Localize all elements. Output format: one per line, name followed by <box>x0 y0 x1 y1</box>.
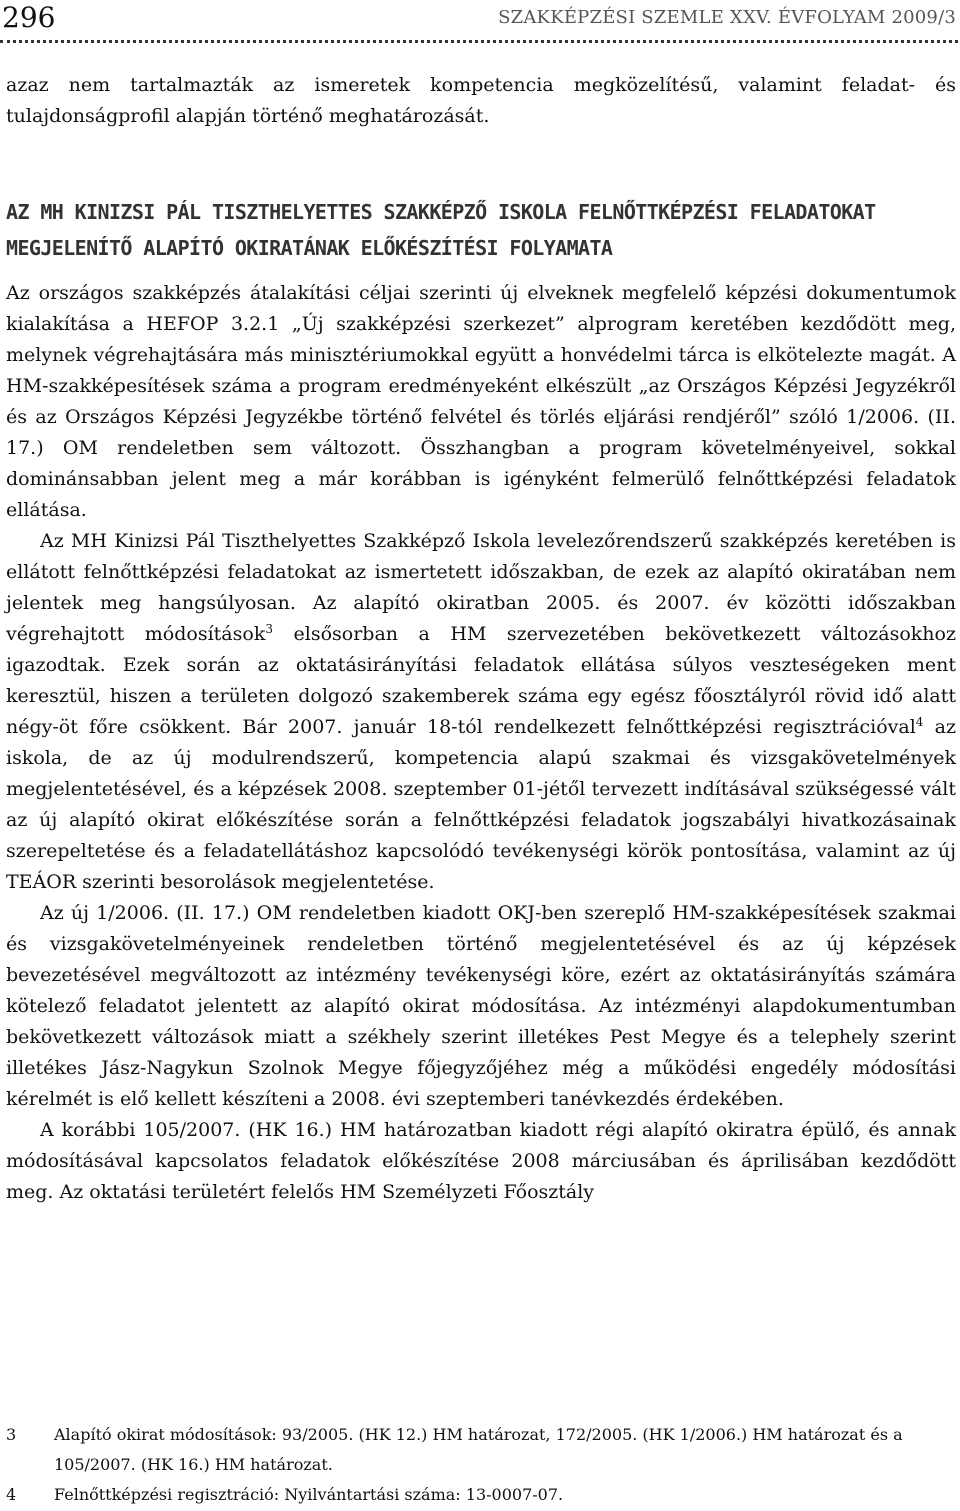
footnotes <box>6 1420 956 1510</box>
footnote-ref-3: 3 <box>265 622 273 636</box>
footnote-number: 3 <box>6 1425 17 1444</box>
footnote-ref-4: 4 <box>915 715 924 729</box>
paragraph-2-text-b: elsősorban a HM szervezetében bekövetkezett változásokhoz igazodtak. Ezek során az oktatásirányítási feladatok ellátása súlyos veszteségeken ment keresztül, hiszen a területen dolgozó szakemberek száma egy egész főosztályról rövid idő alatt négy-öt főre csökkent. Bár 2007. január 18-tól rendelkezett felnőttképzési regisztrációval <box>6 623 956 738</box>
paragraph-4: A korábbi 105/2007. (HK 16.) HM határozatban kiadott régi alapító okiratra épülő, és annak módosításával kapcsolatos feladatok előkészítése 2008 márciusában és áprilisában kezdődött meg. Az oktatási területért felelős HM Személyzeti Főosztály <box>6 1119 956 1203</box>
page-header <box>0 0 960 46</box>
header-dotted-rule <box>0 40 958 43</box>
paragraph-1: Az országos szakképzés átalakítási céljai szerinti új elveknek megfelelő képzési dokumentumok kialakítása a HEFOP 3.2.1 „Új szakképzési szerkezet” alprogram keretében kezdődött meg, melynek végrehajtására más minisztériumokkal együtt a honvédelmi tárca is elkötelezte magát. A HM-szakképesítések száma a program eredményeként elkészült „az Országos Képzési Jegyzékről és az Országos Képzési Jegyzékbe történő felvétel és törlés eljárási rendjéről” szóló 1/2006. (II. 17.) OM rendeletben sem változott. Összhangban a program követelményeivel, sokkal dominánsabban jelent meg a már korábban is igényként felmerülő felnőttképzési feladatok ellátása. <box>6 282 956 521</box>
footnote <box>6 1480 956 1510</box>
intro-paragraph: azaz nem tartalmazták az ismeretek kompetencia megközelítésű, valamint feladat- és tulajdonságprofil alapján történő meghatározását. <box>6 74 956 127</box>
footnote-text: Felnőttképzési regisztráció: Nyilvántartási száma: 13-0007-07. <box>54 1485 564 1504</box>
section-heading: AZ MH KINIZSI PÁL TISZTHELYETTES SZAKKÉPZŐ ISKOLA FELNŐTTKÉPZÉSI FELADATOKAT MEGJELENÍTŐ ALAPÍTÓ OKIRATÁNAK ELŐKÉSZÍTÉSI FOLYAMATA <box>6 200 876 260</box>
paragraph-3: Az új 1/2006. (II. 17.) OM rendeletben kiadott OKJ-ben szereplő HM-szakképesítések szakmai és vizsgakövetelményeinek rendeletben történő megjelentetésével és az új képzések bevezetésével megváltozott az intézmény tevékenységi köre, ezért az oktatásirányítás számára kötelező feladatot jelentett az alapító okirat módosítása. Az intézményi alapdokumentumban bekövetkezett változások miatt a székhely szerint illetékes Pest Megye és a telephely szerint illetékes Jász-Nagykun Szolnok Megye főjegyzőjéhez még a működési engedély módosítási kérelmét is elő kellett készíteni a 2008. évi szeptemberi tanévkezdés érdekében. <box>6 902 956 1110</box>
footnote-number: 4 <box>6 1485 17 1504</box>
footnote <box>6 1420 956 1480</box>
paragraph-2-text-a: Az MH Kinizsi Pál Tiszthelyettes Szakképző Iskola levelezőrendszerű szakképzés keretében is ellátott felnőttképzési feladatokat az ismertetett időszakban, de ezek az alapító okiratában nem jelentek meg hangsúlyosan. Az alapító okiratban 2005. és 2007. év közötti időszakban végrehajtott módosítások <box>6 530 956 645</box>
footnote-text: Alapító okirat módosítások: 93/2005. (HK 12.) HM határozat, 172/2005. (HK 1/2006.) HM határozat és a 105/2007. (HK 16.) HM határozat. <box>54 1425 903 1474</box>
paragraph-2-text-c: az iskola, de az új modulrendszerű, kompetencia alapú szakmai és vizsgakövetelmények megjelentetésével, és a képzések 2008. szeptember 01-jétől tervezett indításával szükségessé vált az új alapító okirat előkészítése során a felnőttképzési feladatok jogszabályi hivatkozásainak szerepeltetése és a feladatellátáshoz kapcsolódó tevékenységi körök pontosítása, valamint az új TEÁOR szerinti besorolások megjelentetése. <box>6 716 956 893</box>
article-body <box>6 70 956 1208</box>
running-title: SZAKKÉPZÉSI SZEMLE XXV. ÉVFOLYAM 2009/3 <box>498 7 956 28</box>
page-number: 296 <box>2 1 56 34</box>
paragraph-2 <box>6 526 956 898</box>
